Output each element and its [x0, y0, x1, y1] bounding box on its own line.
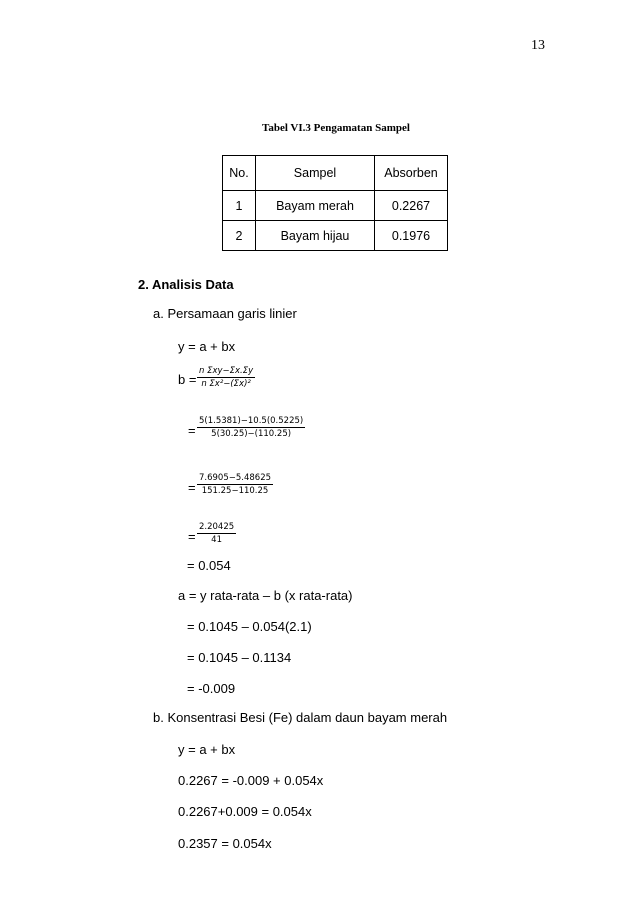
- a-formula: a = y rata-rata – b (x rata-rata): [178, 588, 353, 603]
- header-no: No.: [223, 156, 256, 191]
- table-cell: 2: [223, 221, 256, 251]
- b-result: = 0.054: [187, 558, 231, 573]
- table-cell: 1: [223, 191, 256, 221]
- table-cell: 0.1976: [375, 221, 448, 251]
- table-row: [223, 221, 448, 251]
- b-calc-step1: 0.2267 = -0.009 + 0.054x: [178, 773, 324, 788]
- table-row: [223, 191, 448, 221]
- table-header-row: [223, 156, 448, 191]
- b-formula-numerator: n Σxy−Σx.Σy: [199, 366, 254, 376]
- header-sampel: Sampel: [256, 156, 375, 191]
- b-formula: [197, 366, 255, 389]
- b-label: b =: [178, 372, 197, 387]
- section-heading: 2. Analisis Data: [138, 277, 234, 292]
- linear-equation: y = a + bx: [178, 339, 236, 354]
- b-step2: [197, 473, 273, 496]
- table-cell: Bayam merah: [256, 191, 375, 221]
- table-caption: Tabel VI.3 Pengamatan Sampel: [262, 122, 410, 134]
- equals-sign: =: [188, 480, 196, 495]
- b-calc-step3: 0.2357 = 0.054x: [178, 836, 272, 851]
- b-step3-denominator: 41: [211, 535, 222, 545]
- b-step1-denominator: 5(30.25)−(110.25): [211, 429, 292, 439]
- a-step1: = 0.1045 – 0.054(2.1): [187, 619, 312, 634]
- table-cell: Bayam hijau: [256, 221, 375, 251]
- linear-equation-b: y = a + bx: [178, 742, 236, 757]
- b-step2-numerator: 7.6905−5.48625: [199, 473, 272, 483]
- b-calc-step2: 0.2267+0.009 = 0.054x: [178, 804, 312, 819]
- b-step3-numerator: 2.20425: [199, 522, 235, 532]
- b-step1: [197, 416, 305, 439]
- equals-sign: =: [188, 529, 196, 544]
- page-number: 13: [531, 38, 545, 53]
- equals-sign: =: [188, 423, 196, 438]
- b-step3: [197, 522, 236, 545]
- part-b-title: b. Konsentrasi Besi (Fe) dalam daun bayam merah: [153, 710, 448, 725]
- a-result: = -0.009: [187, 681, 236, 696]
- observation-table: [222, 155, 448, 251]
- b-step1-numerator: 5(1.5381)−10.5(0.5225): [199, 416, 304, 426]
- a-step2: = 0.1045 – 0.1134: [187, 650, 292, 665]
- table-cell: 0.2267: [375, 191, 448, 221]
- b-step2-denominator: 151.25−110.25: [201, 486, 269, 496]
- header-absorben: Absorben: [375, 156, 448, 191]
- b-formula-denominator: n Σx²−(Σx)²: [201, 379, 251, 389]
- part-a-title: a. Persamaan garis linier: [153, 306, 297, 321]
